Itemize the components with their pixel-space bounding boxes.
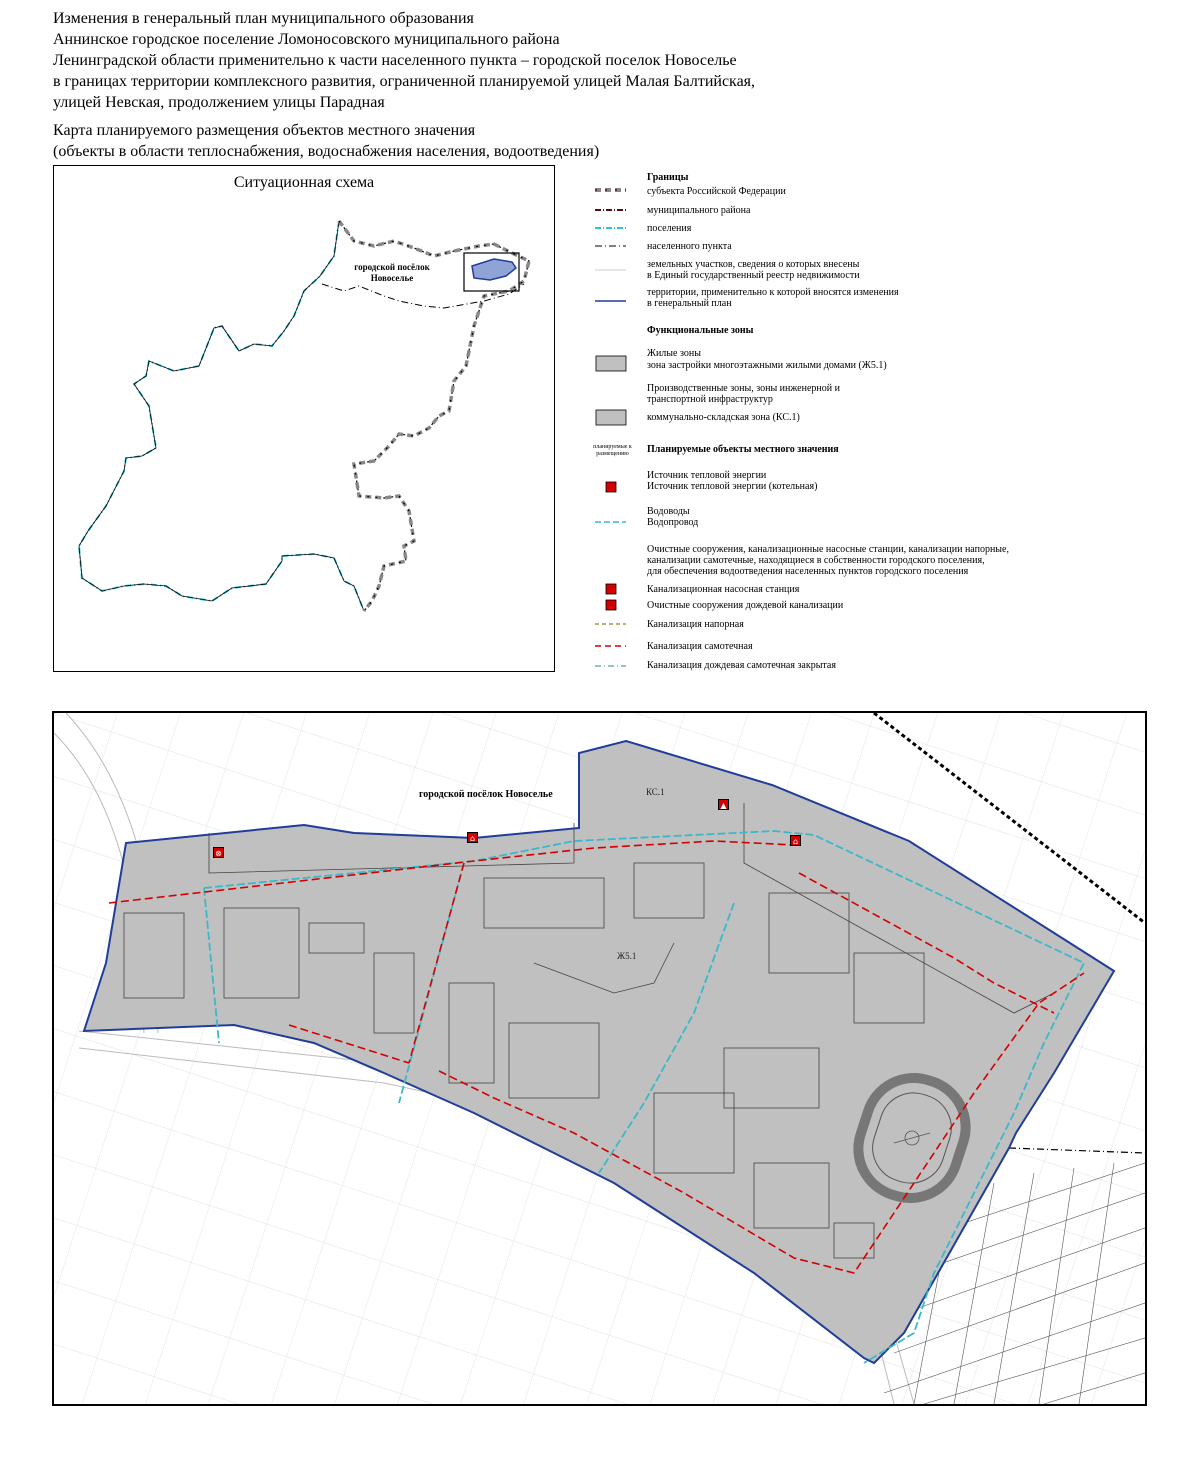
- legend-planned-col: [590, 444, 635, 458]
- title-line: улицей Невская, продолжением улицы Парадная: [53, 94, 385, 111]
- title-line: Аннинское городское поселение Ломоносовского муниципального района: [53, 31, 560, 48]
- title-line: Изменения в генеральный план муниципального образования: [53, 10, 474, 27]
- zone-ks-label: КС.1: [646, 787, 665, 797]
- legend-communal: коммунально-складская зона (КС.1): [647, 412, 800, 423]
- storm-treatment-marker: ⊗: [213, 847, 224, 858]
- legend-planned-col-line: размещению: [596, 451, 629, 457]
- legend-pressure-sewer: Канализация напорная: [647, 619, 744, 630]
- legend-border-settlement: поселения: [647, 223, 692, 234]
- map-place-label: городской посёлок Новоселье: [419, 789, 553, 800]
- main-map-svg: [54, 713, 1145, 1404]
- legend-land-plots: земельных участков, сведения о которых внесены: [647, 259, 860, 270]
- subtitle-line: (объекты в области теплоснабжения, водоснабжения населения, водоотведения): [53, 143, 600, 160]
- legend-zones-header: Функциональные зоны: [647, 325, 754, 336]
- settlement-border: [79, 221, 364, 611]
- legend-land-plots: в Единый государственный реестр недвижимости: [647, 270, 860, 281]
- legend-storm-sewer: Канализация дождевая самотечная закрытая: [647, 660, 836, 671]
- heat-source-marker: ▲: [718, 799, 729, 810]
- pump-station-marker: ⌂: [790, 835, 801, 846]
- legend-planned-col-line: планируемые к: [593, 444, 632, 450]
- territory-area: [472, 259, 516, 280]
- legend-borders-header: Границы: [647, 172, 689, 183]
- legend-border-district: муниципального района: [647, 205, 751, 216]
- legend-border-locality: населенного пункта: [647, 241, 732, 252]
- map-title: [53, 8, 755, 113]
- zone-zh-label: Ж5.1: [617, 951, 637, 961]
- legend-sewer: для обеспечения водоотведения населенных пунктов городского поселения: [647, 566, 969, 577]
- legend-pump-marker: [606, 584, 616, 594]
- locality-border: [322, 284, 524, 308]
- legend-water: Водопровод: [647, 517, 699, 528]
- title-line: в границах территории комплексного развития, ограниченной планируемой улицей Малая Балтийская,: [53, 73, 756, 90]
- legend-water: Водоводы: [647, 506, 690, 517]
- legend-residential-swatch: [596, 356, 626, 371]
- legend-heat: Источник тепловой энергии: [647, 470, 767, 481]
- title-line: Ленинградской области применительно к части населенного пункта – городской поселок Новоселье: [53, 52, 737, 69]
- situation-place-label: городской посёлок: [354, 262, 430, 272]
- legend-heat-marker: [606, 482, 616, 492]
- legend-heat: Источник тепловой энергии (котельная): [647, 481, 818, 492]
- legend-industrial: Производственные зоны, зоны инженерной и: [647, 383, 840, 394]
- map-subtitle: [53, 120, 599, 162]
- situation-scheme: [53, 165, 555, 672]
- legend: [590, 170, 1190, 675]
- legend-objects-header: Планируемые объекты местного значения: [647, 444, 839, 455]
- legend-pump-station: Канализационная насосная станция: [647, 584, 800, 595]
- legend-border-subject: субъекта Российской Федерации: [647, 186, 786, 197]
- legend-storm-treatment: Очистные сооружения дождевой канализации: [647, 600, 844, 611]
- situation-title: Ситуационная схема: [233, 174, 375, 191]
- legend-territory: территории, применительно к которой вносятся изменения: [647, 287, 899, 298]
- subtitle-line: Карта планируемого размещения объектов местного значения: [53, 122, 476, 139]
- legend-gravity-sewer: Канализация самотечная: [647, 641, 753, 652]
- legend-territory: в генеральный план: [647, 298, 732, 309]
- main-map: [52, 711, 1147, 1406]
- situation-map-svg: [54, 166, 554, 671]
- legend-residential: зона застройки многоэтажными жилыми домами (Ж5.1): [647, 360, 887, 371]
- legend-communal-swatch: [596, 410, 626, 425]
- legend-residential: Жилые зоны: [647, 348, 701, 359]
- legend-sewer: Очистные сооружения, канализационные насосные станции, канализации напорные,: [647, 544, 1009, 555]
- pump-station-marker: ⌂: [467, 832, 478, 843]
- legend-industrial: транспортной инфраструктур: [647, 394, 773, 405]
- situation-place-label: Новоселье: [370, 273, 414, 283]
- legend-storm-marker: [606, 600, 616, 610]
- legend-symbols: [590, 170, 640, 675]
- subject-border: [339, 221, 529, 611]
- legend-sewer: канализации самотечные, находящиеся в собственности городского поселения,: [647, 555, 985, 566]
